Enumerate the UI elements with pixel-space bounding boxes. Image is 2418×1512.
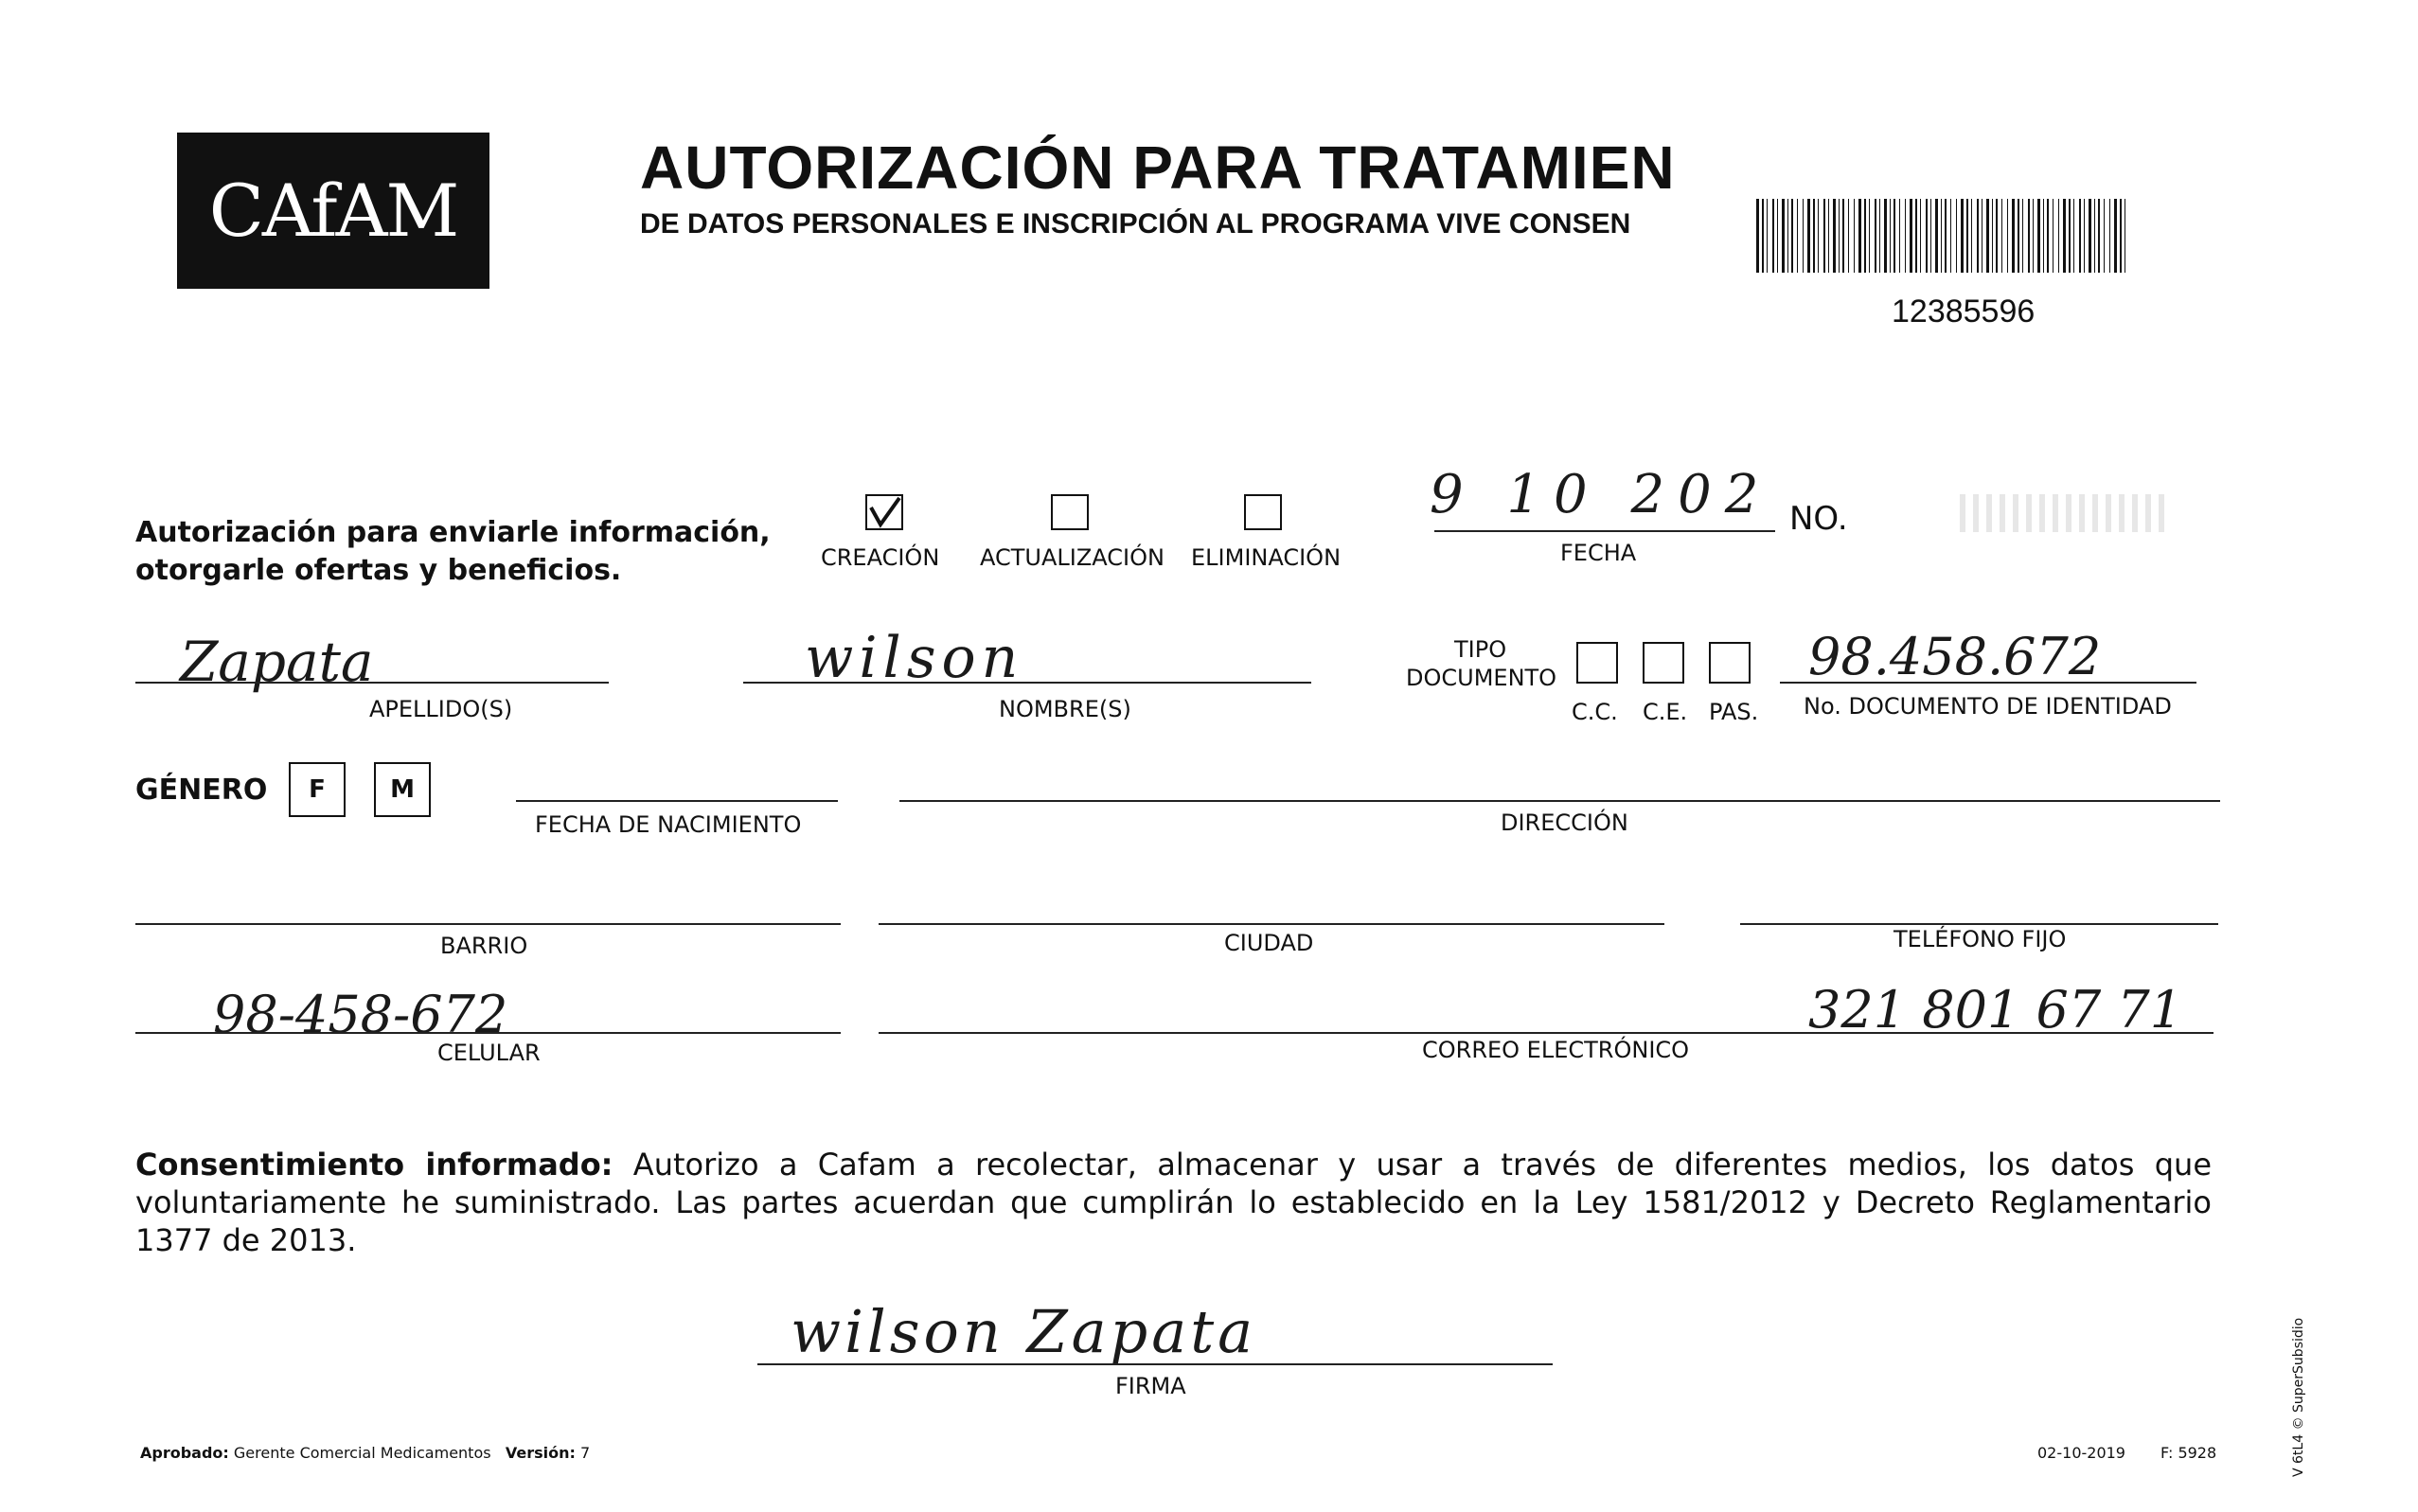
cafam-logo: [177, 133, 489, 289]
barcode-bar: [1828, 199, 1829, 273]
fecha-nacimiento-label: FECHA DE NACIMIENTO: [535, 811, 802, 838]
pas-checkbox[interactable]: [1709, 642, 1751, 684]
barcode-bar: [2063, 199, 2066, 273]
apellido-line: [135, 682, 609, 684]
barcode-bar: [2089, 199, 2091, 273]
barcode-bar: [2028, 199, 2030, 273]
barcode-bar: [1803, 199, 1804, 273]
eliminacion-label: ELIMINACIÓN: [1191, 544, 1342, 571]
barcode-bar: [1920, 199, 1921, 273]
footer-date: 02-10-2019: [2037, 1444, 2125, 1462]
barcode-bar: [2104, 199, 2105, 273]
documento-tipo-label: DOCUMENTO: [1406, 665, 1557, 691]
barcode-bar: [2001, 199, 2002, 273]
barcode-bar: [1879, 199, 1880, 273]
barcode-bar: [1966, 199, 1968, 273]
genero-f-label: F: [309, 775, 326, 804]
direccion-line: [899, 800, 2220, 802]
signature-line: [757, 1363, 1553, 1365]
apellido-value: Zapata: [180, 630, 374, 694]
barcode-bar: [2069, 199, 2071, 273]
consent-paragraph: [135, 1146, 2212, 1259]
footer-aprobado: [140, 1444, 590, 1462]
barcode-bar: [1941, 199, 1942, 273]
barcode-bar: [1839, 199, 1840, 273]
barcode-bar: [1848, 199, 1849, 273]
barcode-bar: [1930, 199, 1931, 273]
actualizacion-checkbox[interactable]: [1051, 494, 1089, 530]
authorization-line-2: otorgarle ofertas y beneficios.: [135, 554, 622, 587]
nombre-value: wilson: [805, 625, 1024, 691]
barcode-bar: [1986, 199, 1989, 273]
barcode-bar: [2037, 199, 2040, 273]
barcode-bar: [2084, 199, 2085, 273]
side-text: V 6tL4 © SuperSubsidio: [2291, 1317, 2306, 1477]
barcode-bar: [1961, 199, 1964, 273]
aprobado-label: Aprobado:: [140, 1444, 229, 1462]
barcode-bar: [1945, 199, 1947, 273]
fecha-line: [1434, 530, 1775, 532]
barcode-bar: [1782, 199, 1785, 273]
ciudad-label: CIUDAD: [1224, 930, 1314, 956]
barcode-bar: [1894, 199, 1895, 273]
apellido-label: APELLIDO(S): [369, 696, 513, 722]
documento-line: [1780, 682, 2196, 684]
check-mark-icon: [867, 496, 901, 528]
barcode-bar: [1791, 199, 1793, 273]
barcode-bar: [1787, 199, 1788, 273]
barcode-bar: [2033, 199, 2034, 273]
barcode-bar: [2114, 199, 2117, 273]
nombre-label: NOMBRE(S): [999, 696, 1131, 722]
barcode-bar: [1971, 199, 1972, 273]
barcode-bar: [2094, 199, 2095, 273]
barcode-bar: [2109, 199, 2110, 273]
barcode-number: 12385596: [1892, 294, 2036, 329]
telefono-line: [1740, 923, 2218, 925]
genero-label: GÉNERO: [135, 774, 268, 807]
barrio-line: [135, 923, 841, 925]
pas-label: PAS.: [1709, 699, 1759, 725]
authorization-line-1: Autorización para enviarle información,: [135, 516, 771, 549]
barcode-bar: [2073, 199, 2074, 273]
genero-m-box[interactable]: [374, 762, 431, 817]
cc-label: C.C.: [1572, 699, 1618, 725]
barcode-bar: [2012, 199, 2015, 273]
cc-checkbox[interactable]: [1576, 642, 1618, 684]
barcode-bar: [2018, 199, 2019, 273]
form-title: AUTORIZACIÓN PARA TRATAMIEN: [640, 133, 1676, 202]
barcode-bar: [2022, 199, 2023, 273]
no-label: NO.: [1789, 500, 1848, 538]
barcode-bar: [2007, 199, 2008, 273]
telefono-label: TELÉFONO FIJO: [1894, 926, 2067, 952]
actualizacion-label: ACTUALIZACIÓN: [980, 544, 1165, 571]
barcode-bar: [1884, 199, 1887, 273]
barcode-bar: [1915, 199, 1917, 273]
correo-label: CORREO ELECTRÓNICO: [1422, 1037, 1690, 1063]
barcode-bar: [2058, 199, 2059, 273]
barcode-bar: [1842, 199, 1844, 273]
barcode-bar: [1772, 199, 1774, 273]
barcode-bar: [1950, 199, 1951, 273]
fecha-value: 9 10 202: [1430, 464, 1772, 525]
ce-checkbox[interactable]: [1643, 642, 1684, 684]
celular-value: 98-458-672: [213, 985, 508, 1044]
consent-heading: Consentimiento informado:: [135, 1147, 613, 1183]
barcode-bar: [1905, 199, 1906, 273]
genero-m-label: M: [390, 775, 415, 804]
footer-code: F: 5928: [2160, 1444, 2217, 1462]
barcode-bar: [1813, 199, 1815, 273]
barcode-bar: [1833, 199, 1836, 273]
barcode-bar: [1935, 199, 1938, 273]
barcode-bar: [1818, 199, 1819, 273]
celular-label: CELULAR: [437, 1040, 541, 1066]
barcode-bar: [2120, 199, 2122, 273]
version-value: 7: [579, 1444, 591, 1462]
fecha-label: FECHA: [1560, 540, 1637, 566]
barcode-bar: [1797, 199, 1798, 273]
barcode-bar: [1823, 199, 1825, 273]
signature-value: wilson Zapata: [791, 1297, 1257, 1366]
ciudad-line: [879, 923, 1664, 925]
barcode-bar: [1996, 199, 1998, 273]
phone-value: 321 801 67 71: [1808, 980, 2183, 1040]
barcode-bar: [1777, 199, 1778, 273]
barcode-bar: [2053, 199, 2054, 273]
barcode: [1756, 199, 2130, 273]
eliminacion-checkbox[interactable]: [1244, 494, 1282, 530]
barcode-bar: [1875, 199, 1876, 273]
documento-value: 98.458.672: [1808, 627, 2102, 686]
barcode-bar: [1858, 199, 1861, 273]
barcode-bar: [1807, 199, 1810, 273]
firma-label: FIRMA: [1115, 1373, 1186, 1399]
barrio-label: BARRIO: [440, 933, 528, 959]
form-subtitle: DE DATOS PERSONALES E INSCRIPCIÓN AL PROGRAMA VIVE CONSEN: [640, 208, 1631, 240]
barcode-bar: [2079, 199, 2081, 273]
aprobado-value: Gerente Comercial Medicamentos: [233, 1444, 491, 1462]
no-value-faded: [1960, 494, 2168, 532]
barcode-bar: [1864, 199, 1866, 273]
barcode-bar: [1890, 199, 1891, 273]
consent-text: Autorizo a Cafam a recolectar, almacenar y usar a través de diferentes medios, los datos que voluntariamente he suministrado. Las partes acuerdan que cumplirán lo establecido en la Ley 1581/2012 y Decreto Reglamentario 1377 de 2013.: [135, 1147, 2213, 1258]
fecha-nacimiento-line: [516, 800, 838, 802]
barcode-bar: [1977, 199, 1979, 273]
barcode-bar: [1992, 199, 1993, 273]
barcode-bar: [1910, 199, 1912, 273]
barcode-bar: [2043, 199, 2044, 273]
documento-label: No. DOCUMENTO DE IDENTIDAD: [1804, 693, 2172, 720]
barcode-bar: [1767, 199, 1768, 273]
logo-text: CAfAM: [208, 169, 458, 253]
barcode-bar: [2047, 199, 2049, 273]
genero-f-box[interactable]: [289, 762, 346, 817]
barcode-bar: [1926, 199, 1928, 273]
barcode-bar: [1762, 199, 1764, 273]
creacion-checkbox[interactable]: [865, 494, 903, 530]
barcode-bar: [1756, 199, 1759, 273]
ce-label: C.E.: [1643, 699, 1688, 725]
barcode-bar: [1854, 199, 1855, 273]
barcode-bar: [1869, 199, 1870, 273]
nombre-line: [743, 682, 1311, 684]
barcode-bar: [2098, 199, 2100, 273]
barcode-bar: [1899, 199, 1900, 273]
celular-line: [135, 1032, 841, 1034]
version-label: Versión:: [505, 1444, 576, 1462]
creacion-label: CREACIÓN: [821, 544, 940, 571]
direccion-label: DIRECCIÓN: [1501, 809, 1628, 836]
barcode-bar: [1956, 199, 1957, 273]
tipo-label: TIPO: [1454, 636, 1507, 663]
